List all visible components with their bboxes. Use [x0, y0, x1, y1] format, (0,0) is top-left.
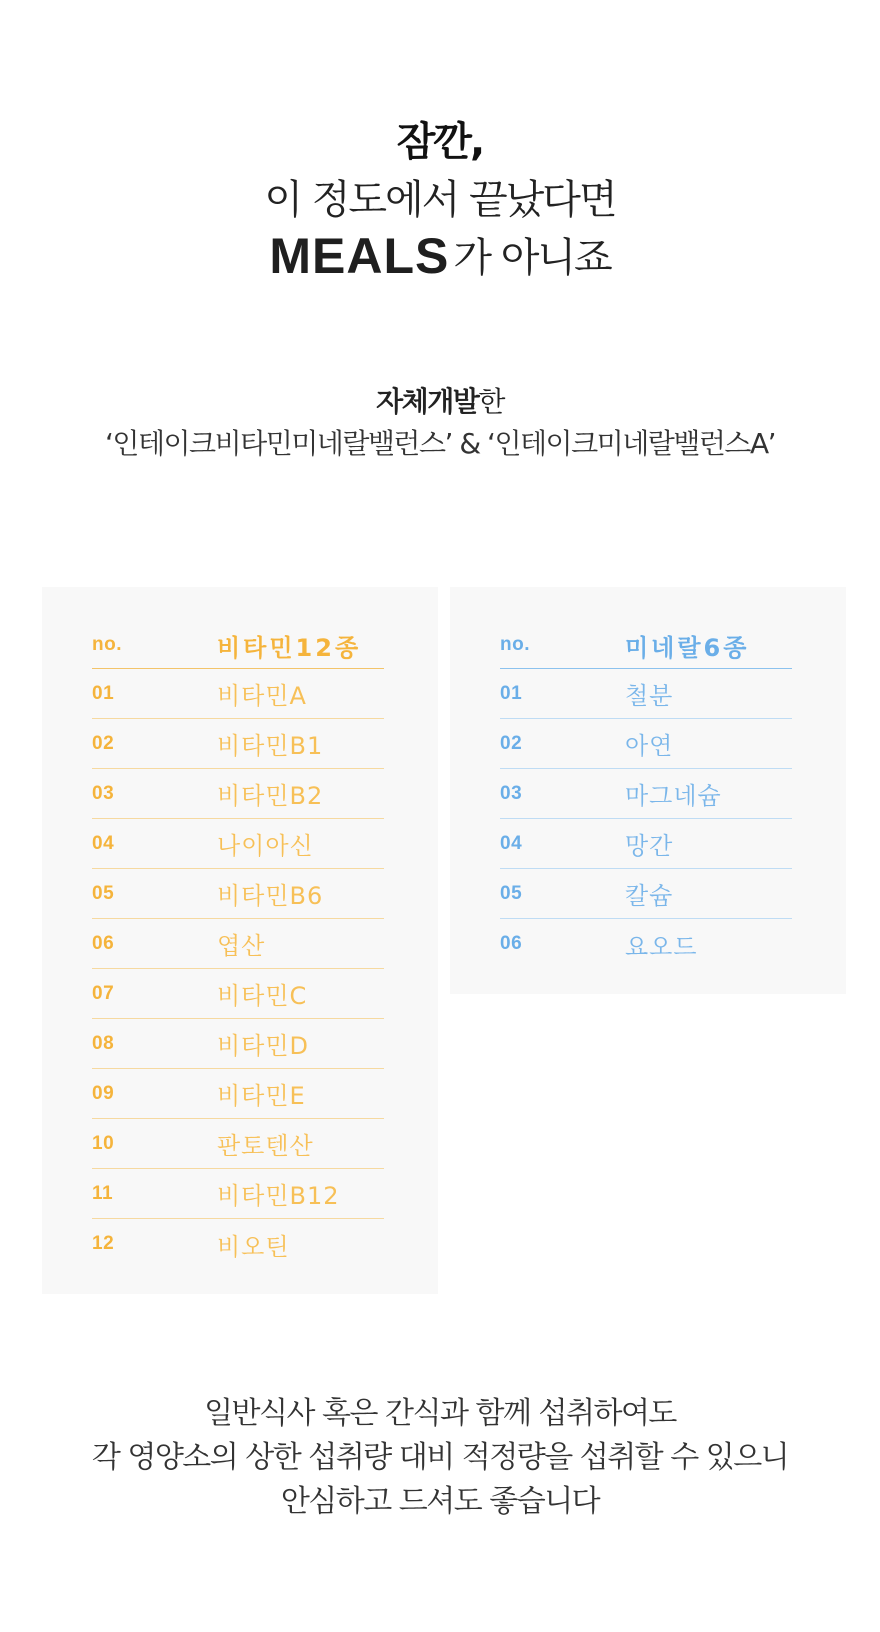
row-number: 06 [92, 932, 115, 954]
table-row [500, 819, 792, 869]
mineral-card [450, 587, 846, 994]
row-name: 망간 [625, 832, 674, 860]
hero-line-3 [0, 228, 880, 286]
mineral-header-no: no. [500, 634, 530, 655]
table-row [92, 1169, 384, 1219]
row-name: 아연 [625, 732, 674, 760]
table-row [92, 669, 384, 719]
subtitle-line-2: ‘인테이크비타민미네랄밸런스’ & ‘인테이크미네랄밸런스A’ [105, 427, 775, 460]
row-name: 비타민A [217, 682, 307, 710]
row-number: 02 [500, 732, 523, 754]
row-number: 02 [92, 732, 115, 754]
row-number: 03 [500, 782, 523, 804]
mineral-header-title: 미네랄6종 [625, 633, 750, 662]
row-number: 04 [500, 832, 523, 854]
row-number: 10 [92, 1132, 115, 1154]
mineral-table [500, 622, 792, 969]
table-row [92, 1219, 384, 1269]
subtitle-rest: 한 [478, 385, 504, 418]
row-number: 01 [92, 682, 115, 704]
row-name: 비타민B12 [217, 1182, 340, 1210]
vitamin-table-header [92, 622, 384, 669]
footer-line-2: 각 영양소의 상한 섭취량 대비 적정량을 섭취할 수 있으니 [91, 1440, 789, 1475]
table-row [92, 969, 384, 1019]
row-name: 비타민B6 [217, 882, 324, 910]
row-name: 비타민C [217, 982, 308, 1010]
table-row [92, 1069, 384, 1119]
table-row [92, 819, 384, 869]
row-name: 비타민B2 [217, 782, 324, 810]
table-row [500, 919, 792, 969]
mineral-table-header [500, 622, 792, 669]
product-subtitle [0, 382, 880, 466]
footer-note [0, 1392, 880, 1524]
subtitle-line-1 [0, 382, 880, 422]
hero-line-1: 잠깐, [396, 119, 484, 165]
table-row [92, 1019, 384, 1069]
table-row [500, 769, 792, 819]
subtitle-bold: 자체개발 [376, 385, 479, 418]
row-name: 칼슘 [625, 882, 674, 910]
row-number: 01 [500, 682, 523, 704]
row-name: 비타민B1 [217, 732, 324, 760]
footer-line-1: 일반식사 혹은 간식과 함께 섭취하여도 [204, 1396, 676, 1431]
table-row [500, 719, 792, 769]
row-number: 05 [500, 882, 523, 904]
row-name: 마그네슘 [625, 782, 722, 810]
row-name: 비타민E [217, 1082, 306, 1110]
row-name: 나이아신 [217, 832, 314, 860]
table-row [92, 1119, 384, 1169]
vitamin-card [42, 587, 438, 1294]
row-number: 06 [500, 933, 523, 954]
row-number: 11 [92, 1182, 114, 1204]
row-number: 07 [92, 982, 115, 1004]
row-name: 철분 [625, 682, 674, 710]
row-number: 08 [92, 1032, 115, 1054]
row-number: 05 [92, 882, 115, 904]
table-row [92, 919, 384, 969]
brand-wordmark: MEALS [269, 228, 450, 284]
table-row [500, 669, 792, 719]
row-name: 엽산 [217, 932, 266, 960]
row-number: 12 [92, 1233, 115, 1254]
hero-heading [0, 118, 880, 286]
row-name: 요오드 [625, 932, 698, 961]
table-row [500, 869, 792, 919]
vitamin-header-title: 비타민12종 [217, 633, 362, 662]
vitamin-table [92, 622, 384, 1269]
table-row [92, 869, 384, 919]
row-name: 비오틴 [217, 1232, 290, 1261]
hero-line-2: 이 정도에서 끝났다면 [264, 177, 616, 223]
row-number: 04 [92, 832, 115, 854]
table-row [92, 769, 384, 819]
row-number: 03 [92, 782, 115, 804]
row-name: 비타민D [217, 1032, 310, 1060]
row-number: 09 [92, 1082, 115, 1104]
hero-line-3-suffix: 가 아니죠 [453, 235, 611, 281]
row-name: 판토텐산 [217, 1132, 314, 1160]
table-row [92, 719, 384, 769]
vitamin-header-no: no. [92, 634, 122, 655]
footer-line-3: 안심하고 드셔도 좋습니다 [280, 1484, 600, 1519]
